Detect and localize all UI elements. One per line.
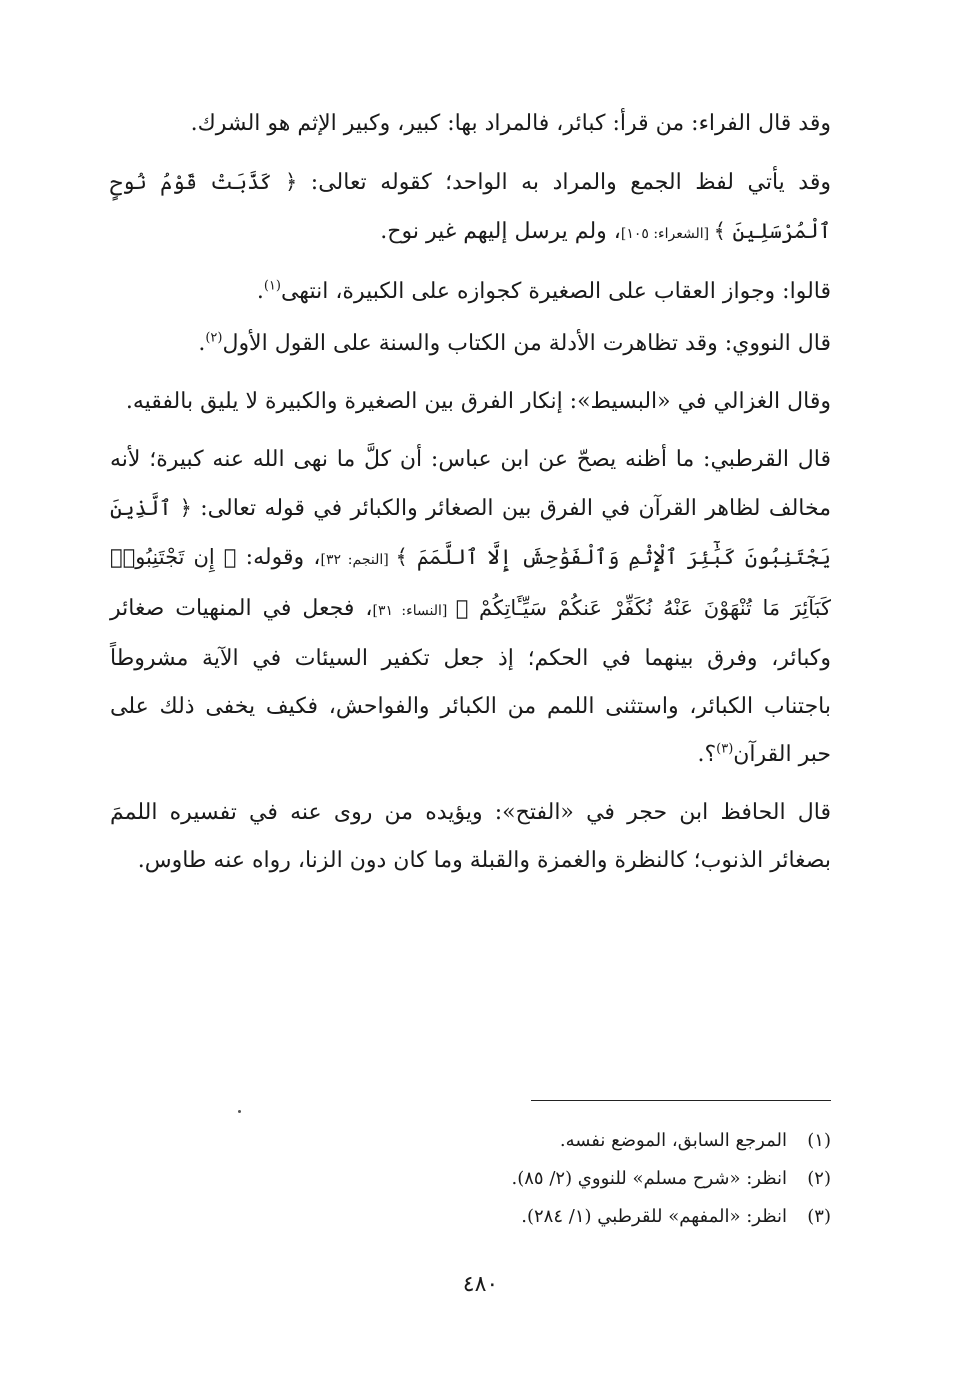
paragraph-text: .	[198, 331, 206, 356]
paragraph-farra: وقد قال الفراء: من قرأ: كبائر، فالمراد بها: كبير، وكبير الإثم هو الشرك.	[190, 111, 831, 136]
footnote-number: (١)	[807, 1130, 831, 1151]
footnote-text: انظر: «شرح مسلم» للنووي (٢/ ٨٥).	[511, 1168, 787, 1189]
verse-reference: [النساء: ٣١]	[372, 603, 456, 619]
footnote-marker[interactable]: (٣)	[716, 741, 734, 757]
paragraph-qurtubi	[110, 436, 831, 779]
paragraph-text: .	[256, 279, 264, 304]
footnote-item	[110, 1160, 831, 1198]
quran-verse: ﴿ كَذَّبَتْ قَوْمُ نُوحٍ ٱلْمُرْسَلِينَ ﴾	[110, 170, 831, 243]
paragraph-text: قالوا: وجواز العقاب على الصغيرة كجوازه على الكبيرة، انتهى	[280, 279, 831, 304]
paragraph-text: ، وقوله:	[236, 545, 321, 570]
footnote-separator	[531, 1100, 831, 1101]
paragraph-text: ، فجعل في المنهيات صغائر وكبائر، وفرق بينهما في الحكم؛ إذ جعل تكفير السيئات في الآية مشروطاً باجتناب الكبائر، واستثنى اللمم من الكبائر والفواحش، فكيف يخفى ذلك على حبر القرآن	[110, 596, 831, 767]
footnote-text: المرجع السابق، الموضع نفسه.	[559, 1130, 787, 1151]
quran-verse: ﴿ ٱلَّذِينَ يَجْتَنِبُونَ كَبَٰٓئِرَ ٱلْإِثْمِ وَٱلْفَوَٰحِشَ إِلَّا ٱللَّمَمَ ﴾	[110, 496, 831, 569]
paragraph-nawawi	[110, 320, 831, 368]
page-number: ٤٨٠	[462, 1272, 499, 1297]
paragraph-text: قال النووي: وقد تظاهرت الأدلة من الكتاب والسنة على القول الأول	[222, 331, 831, 356]
paragraph-ibn-hajar: قال الحافظ ابن حجر في «الفتح»: ويؤيده من روى عنه في تفسيره اللممَ بصغائر الذنوب؛ كالنظرة والغمزة والقبلة وما كان دون الزنا، رواه عنه طاوس.	[110, 800, 831, 873]
footnote-marker[interactable]: (٢)	[205, 330, 223, 346]
speck	[238, 1110, 241, 1113]
paragraph-plural-singular	[110, 158, 831, 258]
paragraph-punishment	[110, 268, 831, 316]
paragraph-ghazali: وقال الغزالي في «البسيط»: إنكار الفرق بين الصغيرة والكبيرة لا يليق بالفقيه.	[125, 389, 831, 414]
paragraph-text: ؟.	[697, 742, 717, 767]
footnote-number: (٣)	[807, 1206, 831, 1227]
footnote-number: (٢)	[807, 1168, 831, 1189]
footnote-item	[110, 1198, 831, 1236]
main-text	[110, 100, 831, 895]
paragraph-text: قال القرطبي: ما أظنه يصحّ عن ابن عباس: أن كلَّ ما نهى الله عنه كبيرة؛ لأنه مخالف لظاهر القرآن في الفرق بين الصغائر والكبائر في قوله تعالى:	[110, 447, 831, 521]
footnote-text: انظر: «المفهم» للقرطبي (١/ ٢٨٤).	[521, 1206, 787, 1227]
paragraph-text: ، ولم يرسل إليهم غير نوح.	[380, 219, 621, 244]
verse-reference: [الشعراء: ١٠٥]	[620, 226, 714, 242]
quran-verse: ﴿ إِن تَجْتَنِبُوا۟ كَبَآئِرَ مَا تُنْهَوْنَ عَنْهُ نُكَفِّرْ عَنكُمْ سَيِّـَٔاتِكُمْ ﴾	[110, 545, 831, 620]
footnote-marker[interactable]: (١)	[263, 278, 281, 294]
footnotes	[110, 1122, 831, 1236]
footnote-item	[110, 1122, 831, 1160]
verse-reference: [النجم: ٣٢]	[320, 552, 396, 568]
paragraph-text: وقد يأتي لفظ الجمع والمراد به الواحد؛ كقوله تعالى:	[297, 170, 831, 195]
